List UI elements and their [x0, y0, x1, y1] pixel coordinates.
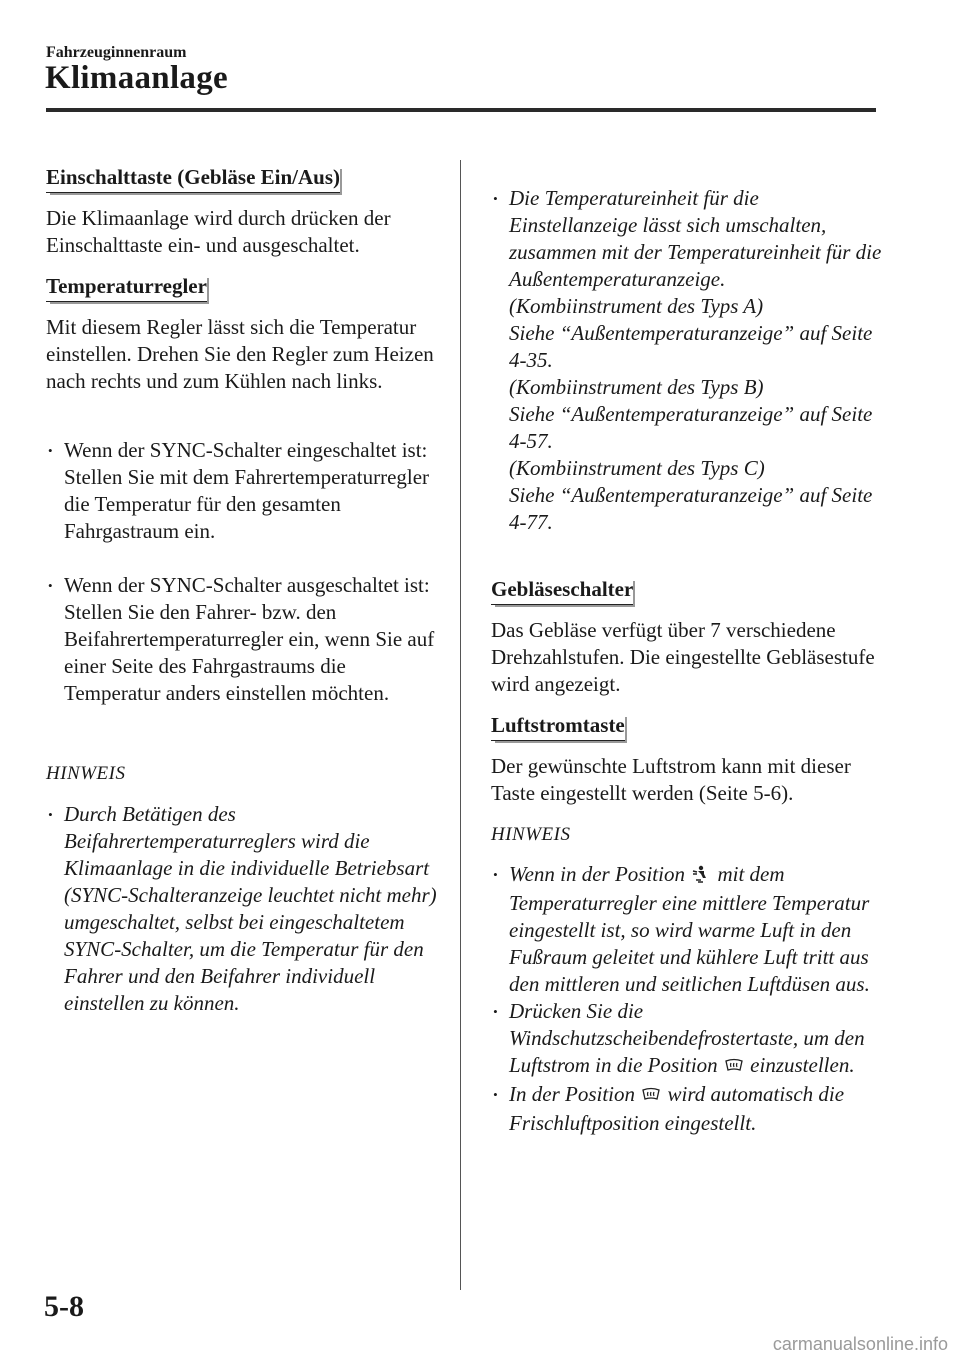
paragraph-temperature-control: Mit diesem Regler lässt sich die Temperatur einstellen. Drehen Sie den Regler zum Heizen nach rechts und zum Kühlen nach links. — [46, 315, 434, 393]
heading-power-button: Einschalttaste (Gebläse Ein/Aus) — [46, 165, 340, 193]
paragraph-fan-control: Das Gebläse verfügt über 7 verschiedene Drehzahlstufen. Die eingestellte Gebläsestufe wird angezeigt. — [491, 618, 875, 696]
face-and-foot-airflow-icon — [692, 863, 710, 890]
note-label: HINWEIS — [491, 824, 571, 845]
list-item — [491, 1081, 883, 1137]
paragraph-power-button: Die Klimaanlage wird durch drücken der Einschalttaste ein- und ausgeschaltet. — [46, 206, 391, 257]
note-text: Drücken Sie die Windschutzscheibendefrostertaste, um den Luftstrom in die Position — [509, 999, 865, 1077]
note-text: wird automatisch die Frischluftposition eingestellt. — [509, 1082, 845, 1135]
list-item: • Wenn der SYNC-Schalter ausgeschaltet ist: Stellen Sie den Fahrer- bzw. den Beifahrertemperaturregler ein, wenn Sie auf einer Seite des Fahrgastraums die Temperatur anders einstellen möchten. — [46, 572, 441, 707]
right-column — [491, 158, 883, 1137]
title-rule — [46, 108, 876, 112]
note-text: mit dem Temperaturregler eine mittlere Temperatur eingestellt ist, so wird warme Luft in den Fußraum geleitet und kühlere Luft tritt aus den mittleren und seitlichen Luftdüsen aus. — [509, 862, 870, 996]
temperature-bullets — [46, 410, 441, 734]
heading-fan-control: Gebläseschalter — [491, 577, 633, 605]
list-item — [491, 861, 883, 998]
note-text: Wenn in der Position — [509, 862, 685, 886]
page-title: Klimaanlage — [45, 60, 228, 96]
note-text: In der Position — [509, 1082, 635, 1106]
left-column — [46, 164, 441, 1017]
column-divider — [460, 160, 461, 1290]
list-item: • Wenn der SYNC-Schalter eingeschaltet ist: Stellen Sie mit dem Fahrertemperaturregler die Temperatur für den gesamten Fahrgastraum ein. — [46, 437, 441, 545]
windshield-defroster-icon — [642, 1083, 660, 1110]
watermark: carmanualsonline.info — [772, 1334, 948, 1354]
note-label: HINWEIS — [46, 763, 126, 784]
heading-airflow-button: Luftstromtaste — [491, 713, 625, 741]
note-text: einzustellen. — [750, 1053, 855, 1077]
paragraph-airflow-button: Der gewünschte Luftstrom kann mit dieser Taste eingestellt werden (Seite 5-6). — [491, 754, 851, 805]
page-number: 5-8 — [44, 1290, 84, 1323]
list-item — [491, 998, 883, 1081]
section-label: Fahrzeuginnenraum — [46, 44, 187, 61]
heading-temperature-control: Temperaturregler — [46, 274, 207, 302]
list-item: • Durch Betätigen des Beifahrertemperaturreglers wird die Klimaanlage in die individuelle Betriebsart (SYNC-Schalteranzeige leuchtet nicht mehr) umgeschaltet, selbst bei eingeschaltetem SYNC-Schalter, um die Temperatur für den Fahrer und den Beifahrer individuell einstellen zu können. — [46, 801, 441, 1017]
note-bullets-right-top — [491, 158, 883, 563]
note-bullets-right — [491, 861, 883, 1137]
note-bullets-left — [46, 801, 441, 1017]
windshield-defroster-icon — [725, 1054, 743, 1081]
list-item: • Die Temperatureinheit für die Einstellanzeige lässt sich umschalten, zusammen mit der Temperatureinheit für die Außentemperaturanzeige. (Kombiinstrument des Typs A) Siehe “Außentemperaturanzeige” auf Seite 4-35. (Kombiinstrument des Typs B) Siehe “Außentemperaturanzeige” auf Seite 4-57. (Kombiinstrument des Typs C) Siehe “Außentemperaturanzeige” auf Seite 4-77. — [491, 185, 883, 536]
